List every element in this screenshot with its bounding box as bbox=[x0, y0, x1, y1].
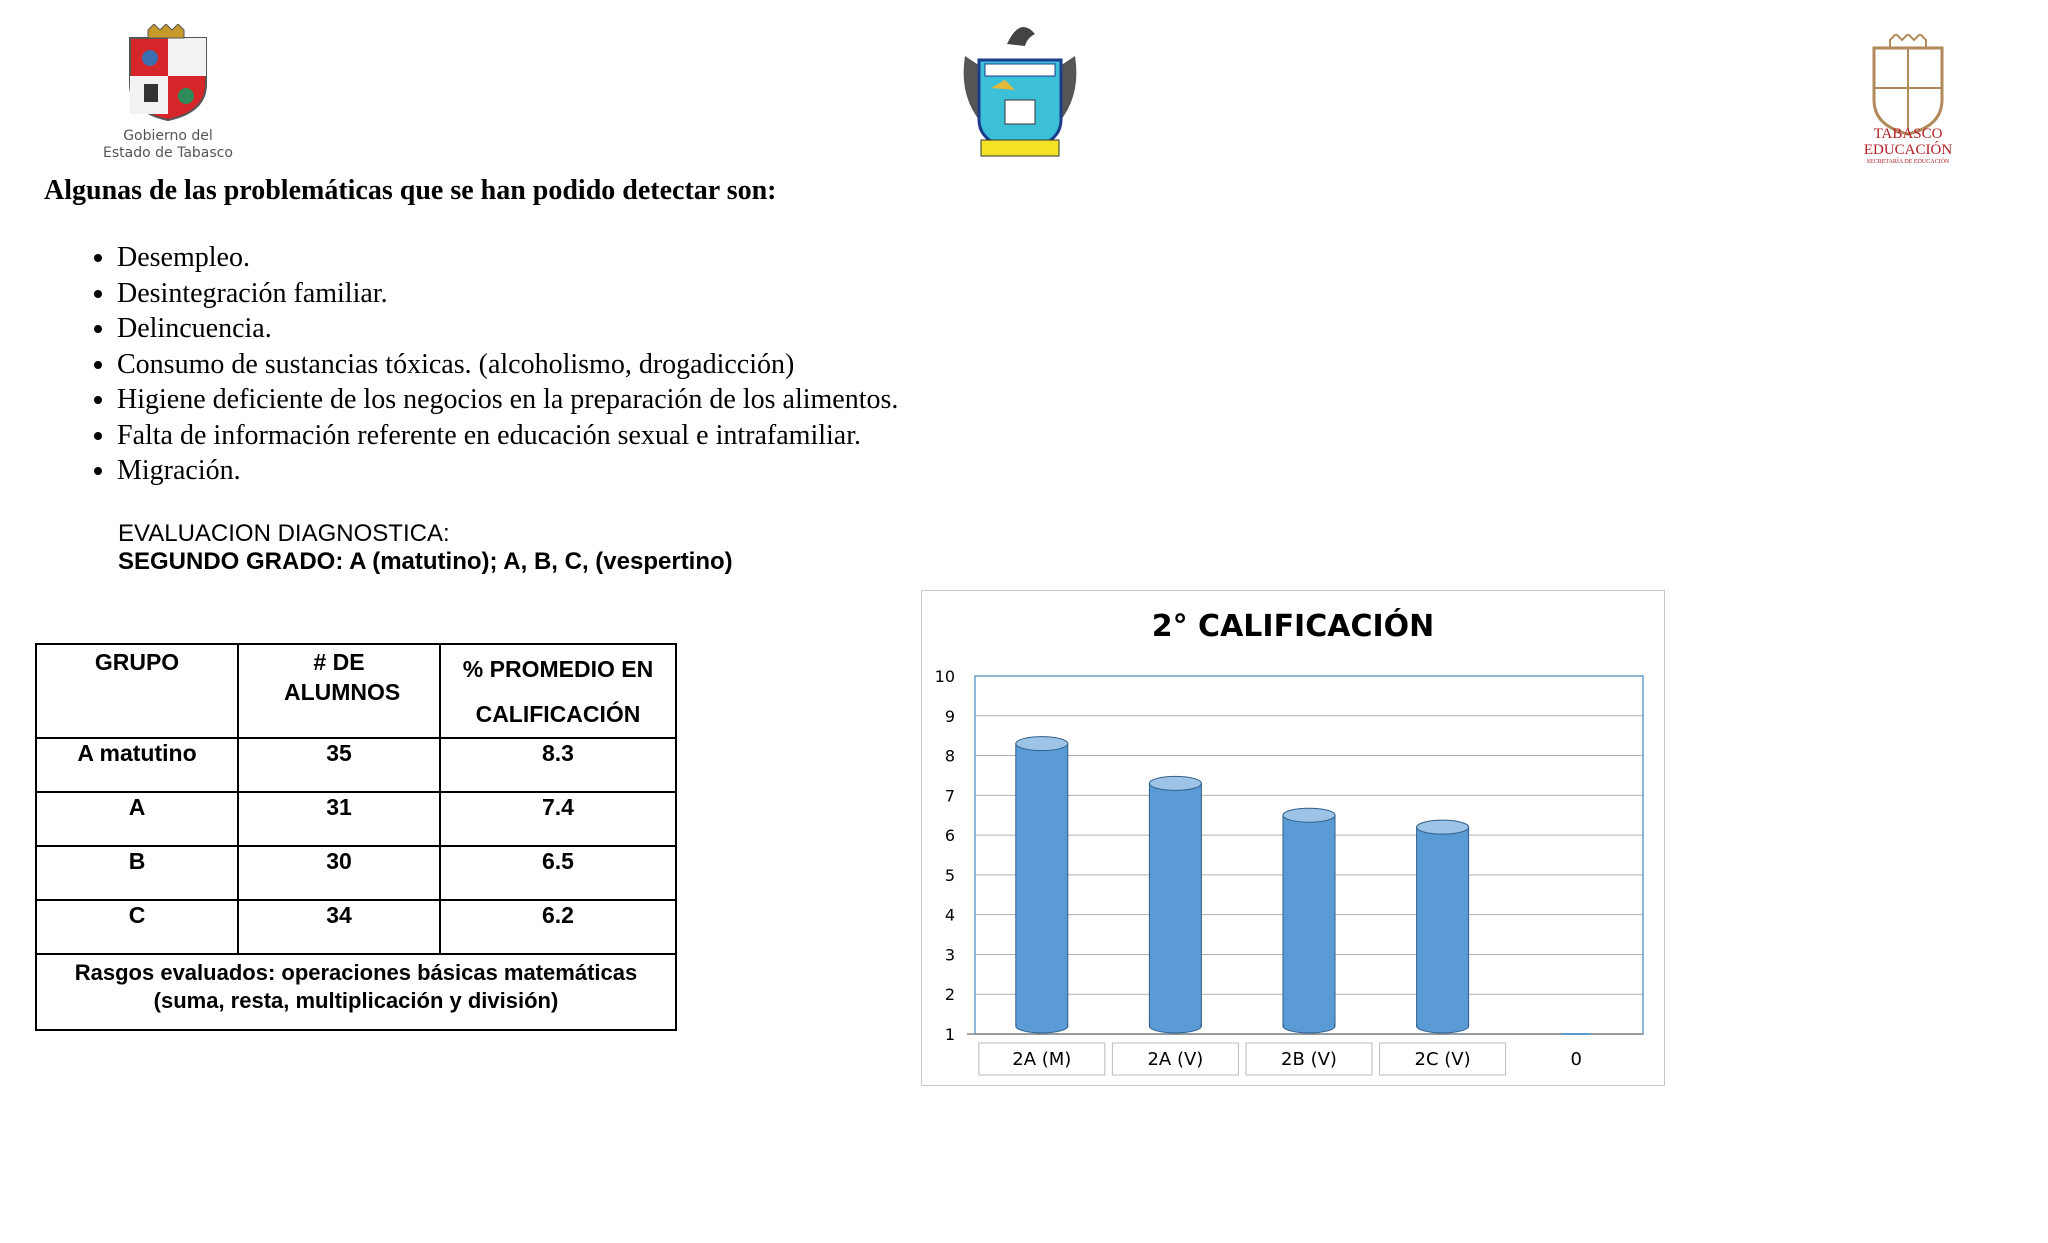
educacion-logo-text: EDUCACIÓN bbox=[1863, 142, 1953, 158]
header-promedio-label: % PROMEDIO EN CALIFICACIÓN bbox=[462, 656, 654, 727]
table-row bbox=[36, 846, 676, 900]
cell-grupo: B bbox=[36, 846, 238, 900]
bar-fill bbox=[1418, 827, 1468, 1026]
y-tick-label: 5 bbox=[944, 865, 955, 885]
table-row bbox=[36, 792, 676, 846]
x-tick-label: 2A (M) bbox=[1012, 1049, 1072, 1070]
tabasco-educacion-logo bbox=[1838, 34, 1978, 166]
y-tick-label: 10 bbox=[934, 667, 955, 686]
bar-top bbox=[1283, 808, 1335, 822]
eagle-emblem-icon bbox=[955, 16, 1085, 164]
bar-fill bbox=[1017, 744, 1067, 1026]
grades-chart bbox=[921, 590, 1665, 1086]
cell-alumnos: 34 bbox=[238, 900, 440, 954]
cell-promedio: 6.5 bbox=[440, 846, 676, 900]
secretaria-logo-text: SECRETARÍA DE EDUCACIÓN bbox=[1866, 159, 1950, 165]
y-tick-label: 2 bbox=[944, 985, 955, 1005]
tabasco-shield-icon bbox=[1838, 34, 1978, 166]
table-footer-row bbox=[36, 954, 676, 1030]
evaluation-title: EVALUACION DIAGNOSTICA: bbox=[118, 520, 450, 547]
list-item: • Higiene deficiente de los negocios en la preparación de los alimentos. bbox=[117, 382, 898, 418]
grades-table bbox=[35, 643, 677, 1031]
cell-grupo: C bbox=[36, 900, 238, 954]
y-tick-label: 9 bbox=[944, 706, 955, 726]
header-alumnos-label: # DE ALUMNOS bbox=[284, 649, 401, 705]
table-row bbox=[36, 738, 676, 792]
header-promedio bbox=[440, 644, 676, 738]
cell-alumnos: 30 bbox=[238, 846, 440, 900]
y-tick-label: 7 bbox=[944, 786, 955, 806]
y-tick-label: 8 bbox=[944, 746, 955, 766]
footer-text: Rasgos evaluados: operaciones básicas matemáticas (suma, resta, multiplicación y división) bbox=[74, 960, 638, 1013]
x-tick-label: 2B (V) bbox=[1281, 1049, 1337, 1070]
list-item: • Desintegración familiar. bbox=[117, 276, 898, 312]
logo-caption-line2: Estado de Tabasco bbox=[103, 145, 233, 161]
problems-heading: Algunas de las problemáticas que se han podido detectar son: bbox=[44, 175, 777, 206]
list-item: • Migración. bbox=[117, 453, 898, 489]
list-item: • Falta de información referente en educación sexual e intrafamiliar. bbox=[117, 418, 898, 454]
bar-top bbox=[1149, 776, 1201, 790]
header-alumnos bbox=[238, 644, 440, 738]
table-header-row bbox=[36, 644, 676, 738]
cell-promedio: 8.3 bbox=[440, 738, 676, 792]
cell-promedio: 7.4 bbox=[440, 792, 676, 846]
list-item: • Desempleo. bbox=[117, 240, 898, 276]
y-tick-label: 3 bbox=[944, 945, 955, 965]
cell-alumnos: 35 bbox=[238, 738, 440, 792]
cell-alumnos: 31 bbox=[238, 792, 440, 846]
chart-title: 2° CALIFICACIÓN bbox=[1151, 609, 1435, 644]
evaluation-subtitle: SEGUNDO GRADO: A (matutino); A, B, C, (vespertino) bbox=[118, 548, 733, 575]
cell-promedio: 6.2 bbox=[440, 900, 676, 954]
x-tick-label: 2C (V) bbox=[1414, 1049, 1471, 1070]
tabasco-logo-text: TABASCO bbox=[1873, 126, 1943, 142]
cell-grupo: A bbox=[36, 792, 238, 846]
y-tick-label: 6 bbox=[944, 826, 955, 846]
x-tick-label: 2A (V) bbox=[1147, 1049, 1204, 1070]
table-footer-note bbox=[36, 954, 676, 1030]
y-tick-label: 4 bbox=[944, 905, 955, 925]
gobierno-logo-caption bbox=[88, 128, 248, 162]
problems-list bbox=[90, 240, 898, 489]
gobierno-tabasco-logo bbox=[88, 24, 248, 166]
coat-of-arms-icon bbox=[88, 24, 248, 124]
chart-canvas bbox=[922, 591, 1664, 1085]
x-tick-label: 0 bbox=[1570, 1049, 1582, 1070]
logo-caption-line1: Gobierno del bbox=[123, 128, 213, 144]
bar-fill bbox=[1284, 815, 1334, 1026]
bar-top bbox=[1016, 737, 1068, 751]
list-item: • Delincuencia. bbox=[117, 311, 898, 347]
y-tick-label: 1 bbox=[944, 1025, 955, 1044]
school-emblem-logo bbox=[955, 16, 1085, 164]
cell-grupo: A matutino bbox=[36, 738, 238, 792]
table-row bbox=[36, 900, 676, 954]
header-grupo: GRUPO bbox=[36, 644, 238, 738]
bar-top bbox=[1417, 820, 1469, 834]
list-item: • Consumo de sustancias tóxicas. (alcoholismo, drogadicción) bbox=[117, 347, 898, 383]
bar-fill bbox=[1150, 783, 1200, 1026]
